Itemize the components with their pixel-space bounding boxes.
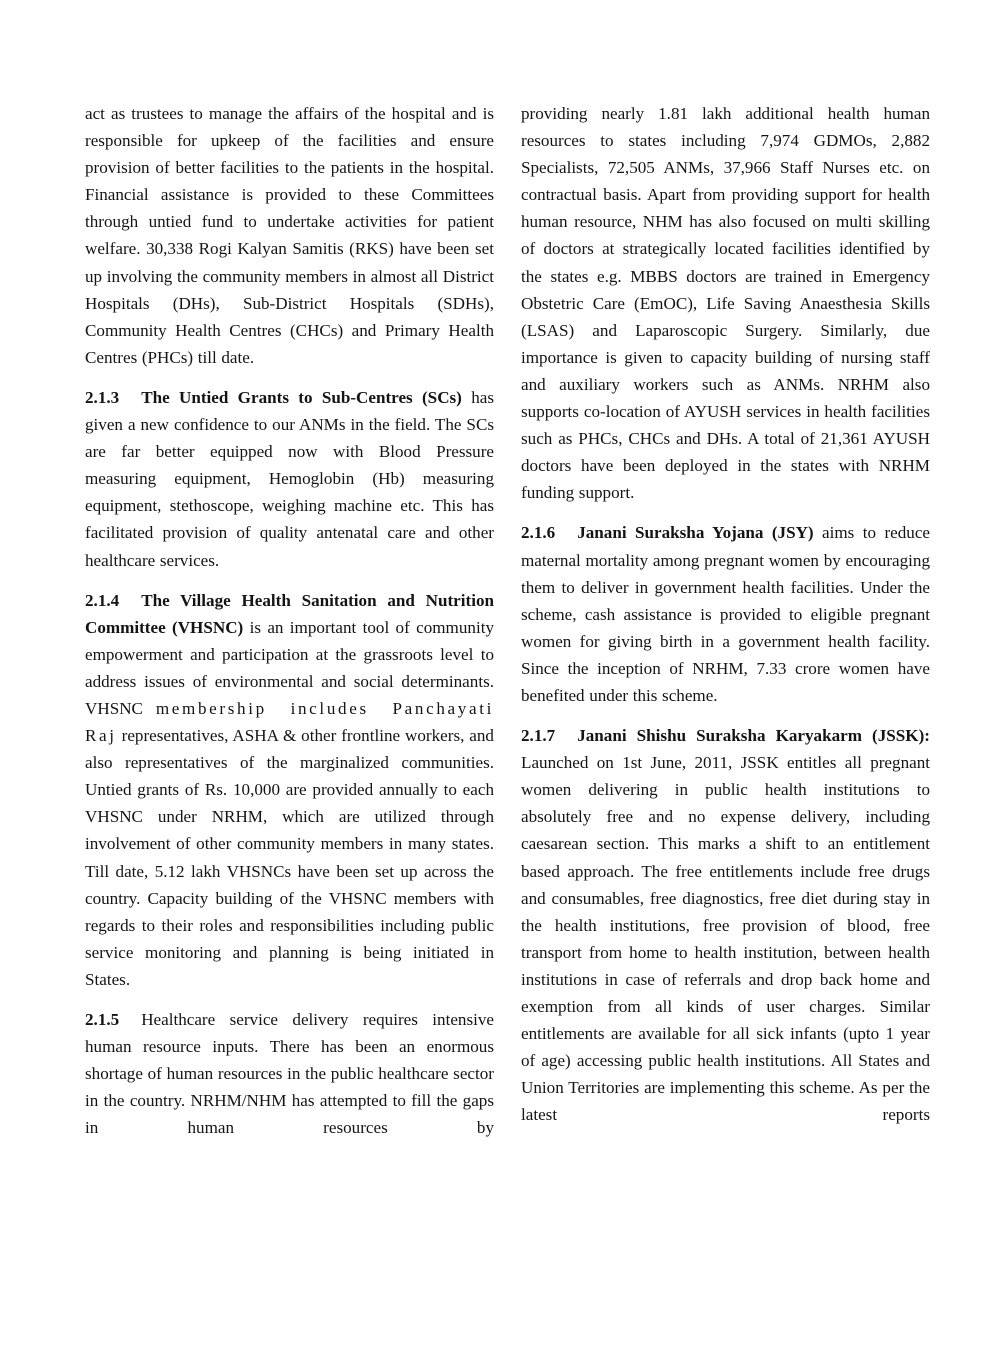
section-number-2-1-4: 2.1.4 [85, 590, 120, 610]
section-number-2-1-5: 2.1.5 [85, 1010, 120, 1029]
paragraph-2-1-6 [521, 519, 930, 709]
two-column-body [85, 100, 931, 1141]
section-body-2-1-4-tracked-line: membership includes Panchayati Raj [85, 698, 494, 746]
section-number-2-1-3: 2.1.3 [85, 387, 120, 407]
paragraph-2-1-4 [85, 587, 494, 993]
section-body-2-1-6: aims to reduce maternal mortality among pregnant women by encouraging them to deliver in government health facilities. Under the scheme, cash assistance is provided to eligible pregnant women for giving birth in a government health facility. Since the inception of NRHM, 7.33 crore women have benefited under this scheme. [521, 523, 930, 705]
section-heading-2-1-4: The Village Health Sanitation and Nutrition Committee (VHSNC) [85, 590, 494, 637]
left-column [85, 100, 494, 1141]
section-body-2-1-4-part2: representatives, ASHA & other frontline workers, and also representatives of the marginalized communities. Untied grants of Rs. 10,000 are provided annually to each VHSNC under NRHM, which are utilized through involvement of other community members in many states. Till date, 5.12 lakh VHSNCs have been set up across the country. Capacity building of the VHSNC members with regards to their roles and responsibilities including public service monitoring and planning is being initiated in States. [85, 726, 494, 989]
section-heading-2-1-7: Janani Shishu Suraksha Karyakarm (JSSK): [577, 726, 930, 746]
section-body-2-1-7: Launched on 1st June, 2011, JSSK entitles all pregnant women delivering in public health institutions to absolutely free and no expense delivery, including caesarean section. This marks a shift to an entitlement based approach. The free entitlements include free drugs and consumables, free diagnostics, free diet during stay in the health institutions, free provision of blood, free transport from home to health institution, between health institutions in case of referrals and drop back home and exemption from all kinds of user charges. Similar entitlements are available for all sick infants (upto 1 year of age) accessing public health institutions. All States and Union Territories are implementing this scheme. As per the latest reports [521, 753, 930, 1125]
paragraph-2-1-5 [85, 1006, 494, 1141]
paragraph-2-1-3 [85, 384, 494, 574]
section-heading-2-1-3: The Untied Grants to Sub-Centres (SCs) [141, 387, 462, 407]
paragraph-continued-hr: providing nearly 1.81 lakh additional health human resources to states including 7,974 GDMOs, 2,882 Specialists, 72,505 ANMs, 37,966 Staff Nurses etc. on contractual basis. Apart from providing support for health human resource, NHM has also focused on multi skilling of doctors at strategically located facilities identified by the states e.g. MBBS doctors are trained in Emergency Obstetric Care (EmOC), Life Saving Anaesthesia Skills (LSAS) and Laparoscopic Surgery. Similarly, due importance is given to capacity building of nursing staff and auxiliary workers such as ANMs. NRHM also supports co-location of AYUSH services in health facilities such as PHCs, CHCs and DHs. A total of 21,361 AYUSH doctors have been deployed in the states with NRHM funding support. [521, 104, 930, 503]
section-heading-2-1-6: Janani Suraksha Yojana (JSY) [577, 523, 814, 543]
right-column [521, 100, 930, 1141]
section-body-2-1-4-part1: is an important tool of community empowerment and participation at the grassroots level to address issues of environmental and social determinants. VHSNC [85, 617, 494, 718]
section-number-2-1-6: 2.1.6 [521, 523, 556, 543]
section-number-2-1-7: 2.1.7 [521, 726, 556, 746]
paragraph-continued-rks: act as trustees to manage the affairs of the hospital and is responsible for upkeep of the facilities and ensure provision of better facilities to the patients in the hospital. Financial assistance is provided to these Committees through untied fund to undertake activities for patient welfare. 30,338 Rogi Kalyan Samitis (RKS) have been set up involving the community members in almost all District Hospitals (DHs), Sub-District Hospitals (SDHs), Community Health Centres (CHCs) and Primary Health Centres (PHCs) till date. [85, 104, 494, 367]
section-body-2-1-5: Healthcare service delivery requires intensive human resource inputs. There has been an enormous shortage of human resources in the public healthcare sector in the country. NRHM/NHM has attempted to fill the gaps in human resources by [85, 1010, 494, 1138]
paragraph-2-1-7 [521, 722, 930, 1128]
section-body-2-1-3: has given a new confidence to our ANMs in the field. The SCs are far better equipped now with Blood Pressure measuring equipment, Hemoglobin (Hb) measuring equipment, stethoscope, weighing machine etc. This has facilitated provision of quality antenatal care and other healthcare services. [85, 387, 494, 570]
